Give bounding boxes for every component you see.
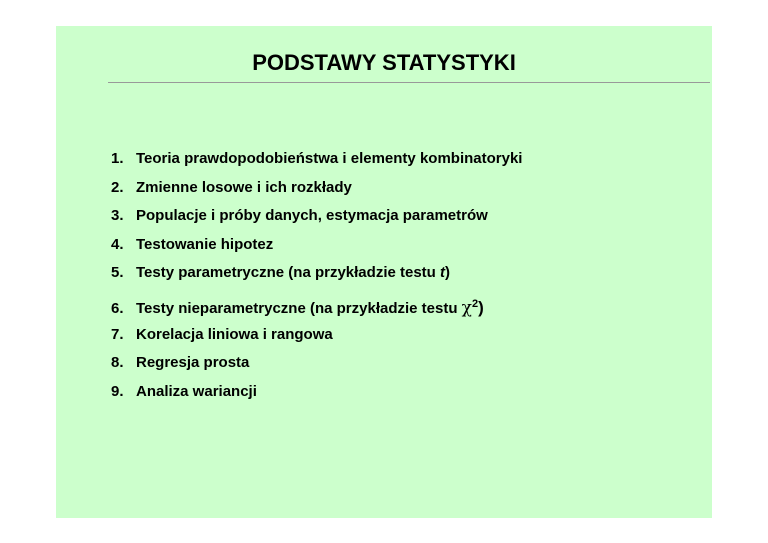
item-number: 7. [111, 325, 124, 343]
list-item [111, 288, 522, 321]
italic-t: t [440, 264, 445, 281]
item-number: 5. [111, 264, 124, 281]
item-text: Regresja prosta [136, 354, 250, 371]
item-text: Populacje i próby danych, estymacja parametrów [136, 207, 488, 224]
item-number: 9. [111, 382, 124, 400]
item-number: 8. [111, 354, 124, 371]
list-item [111, 259, 522, 288]
list-item [111, 231, 522, 260]
title-divider [108, 82, 710, 83]
item-text: Korelacja liniowa i rangowa [136, 325, 333, 343]
item-text: Zmienne losowe i ich rozkłady [136, 178, 352, 196]
closing-paren: ) [478, 297, 484, 317]
item-text: Testy parametryczne (na przykładzie testu [136, 264, 440, 281]
list-item [111, 378, 522, 407]
slide [56, 26, 712, 518]
topic-list [111, 145, 522, 406]
closing-paren: ) [445, 264, 450, 281]
list-item [111, 145, 522, 174]
list-item [111, 321, 522, 350]
item-text: Testy nieparametryczne (na przykładzie testu [136, 299, 462, 317]
item-text: Analiza wariancji [136, 382, 257, 400]
item-text: Testowanie hipotez [136, 235, 274, 253]
list-item [111, 202, 522, 231]
item-number: 6. [111, 299, 124, 317]
item-number: 1. [111, 150, 124, 167]
slide-title: PODSTAWY STATYSTYKI [252, 50, 516, 75]
chi-symbol: χ [461, 297, 472, 318]
item-number: 3. [111, 207, 124, 224]
item-number: 2. [111, 178, 124, 196]
item-number: 4. [111, 235, 124, 253]
item-text: Teoria prawdopodobieństwa i elementy kombinatoryki [136, 150, 523, 167]
superscript-2: 2 [471, 297, 479, 310]
list-item [111, 174, 522, 203]
list-item [111, 349, 522, 378]
